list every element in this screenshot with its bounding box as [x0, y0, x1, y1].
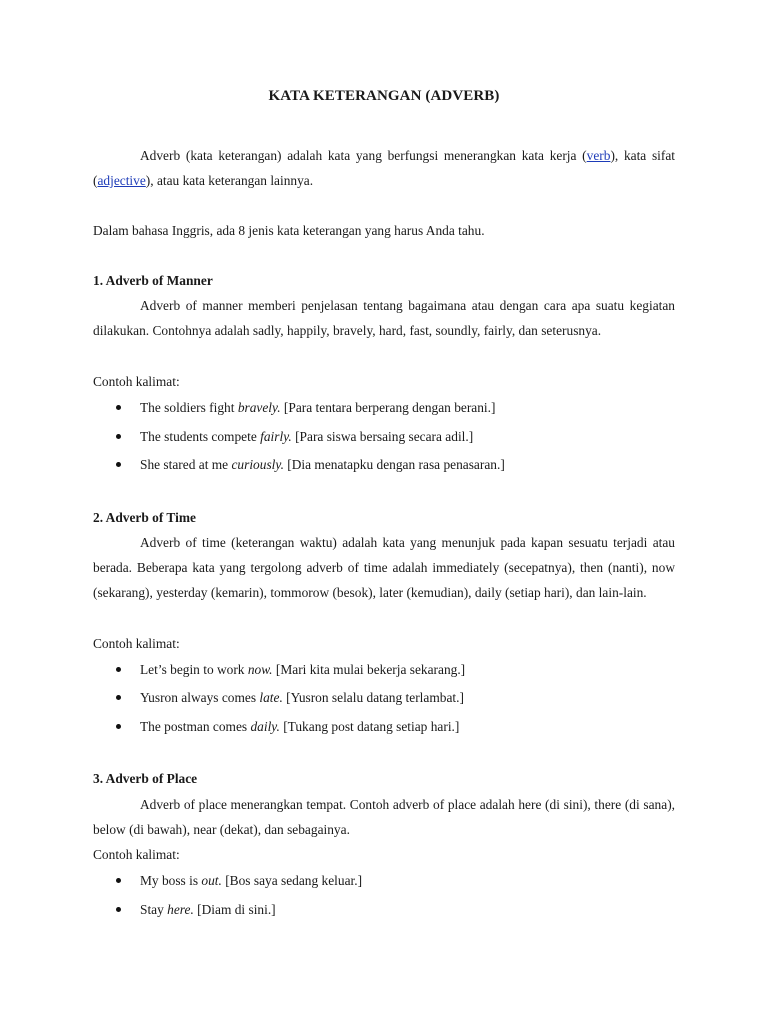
bullet-icon	[116, 695, 121, 700]
section-body-place: Adverb of place menerangkan tempat. Contoh adverb of place adalah here (di sini), there (di sana), below (di bawah), near (dekat), dan sebagainya.	[93, 797, 675, 837]
bullet-icon	[116, 667, 121, 672]
verb-link[interactable]: verb	[586, 148, 611, 163]
bullet-icon	[116, 462, 121, 467]
section-heading-place: 3. Adverb of Place	[93, 771, 198, 786]
bullet-icon	[116, 434, 121, 439]
bullet-icon	[116, 878, 121, 883]
bullet-icon	[116, 405, 121, 410]
intro-paragraph: Adverb (kata keterangan) adalah kata yang berfungsi menerangkan kata kerja (verb), kata sifat (adjective), atau kata keterangan lainnya.	[93, 148, 676, 188]
section-heading-manner: 1. Adverb of Manner	[93, 273, 213, 288]
intro-paragraph-2: Dalam bahasa Inggris, ada 8 jenis kata keterangan yang harus Anda tahu.	[93, 223, 485, 238]
section-body-time: Adverb of time (keterangan waktu) adalah kata yang menunjuk pada kapan sesuatu terjadi atau berada. Beberapa kata yang tergolong adverb of time adalah immediately (secepatnya), then (nanti), now (sekarang), yesterday (kemarin), tommorow (besok), later (kemudian), daily (setiap hari), dan lain-lain.	[93, 535, 675, 600]
document-page: KATA KETERANGAN (ADVERB) Adverb (kata keterangan) adalah kata yang berfungsi menerangkan kata kerja (verb), kata sifat (adjective), atau kata keterangan lainnya. Dalam bahasa Inggris, ada 8 jenis kata keterangan yang harus Anda tahu. 1. Adverb of Manner Adverb of manner memberi penjelasan tentang bagaimana atau dengan cara apa suatu kegiatan dilakukan. Contohnya adalah sadly, happily, bravely, hard, fast, soundly, fairly, dan seterusnya. Contoh kalimat: The soldiers fight bravely. [Para tentara berperang dengan berani.] The students compete fairly. [Para siswa bersaing secara adil.] She stared at me curiously. [Dia menatapku dengan rasa penasaran.] 2. Adverb of Time Adverb of time (keterangan waktu) adalah kata yang menunjuk pada kapan sesuatu terjadi atau berada. Beberapa kata yang tergolong adverb of time adalah immediately (secepatnya), then (nanti), now (sekarang), yesterday (kemarin), tommorow (besok), later (kemudian), daily (setiap hari), dan lain-lain. Contoh kalimat: Let’s begin to work now. [Mari kita mulai bekerja sekarang.] Yusron always comes late. [Yusron selalu datang terlambat.] The postman comes daily. [Tukang post datang setiap hari.] 3. Adverb of Place Adverb of place menerangkan tempat. Contoh adverb of place adalah here (di sini), there (di sana), below (di bawah), near (dekat), dan sebagainya. Contoh kalimat: My boss is out. [Bos saya sedang keluar.] Stay here. [Diam di sini.]	[0, 0, 768, 1024]
section-body-manner: Adverb of manner memberi penjelasan tentang bagaimana atau dengan cara apa suatu kegiatan dilakukan. Contohnya adalah sadly, happily, bravely, hard, fast, soundly, fairly, dan seterusnya.	[93, 298, 675, 338]
examples-label: Contoh kalimat:	[93, 374, 180, 389]
examples-label: Contoh kalimat:	[93, 636, 180, 651]
document-title: KATA KETERANGAN (ADVERB)	[268, 88, 500, 104]
section-heading-time: 2. Adverb of Time	[93, 510, 196, 525]
examples-label: Contoh kalimat:	[93, 847, 180, 862]
bullet-icon	[116, 907, 121, 912]
bullet-icon	[116, 724, 121, 729]
adjective-link[interactable]: adjective	[97, 173, 146, 188]
